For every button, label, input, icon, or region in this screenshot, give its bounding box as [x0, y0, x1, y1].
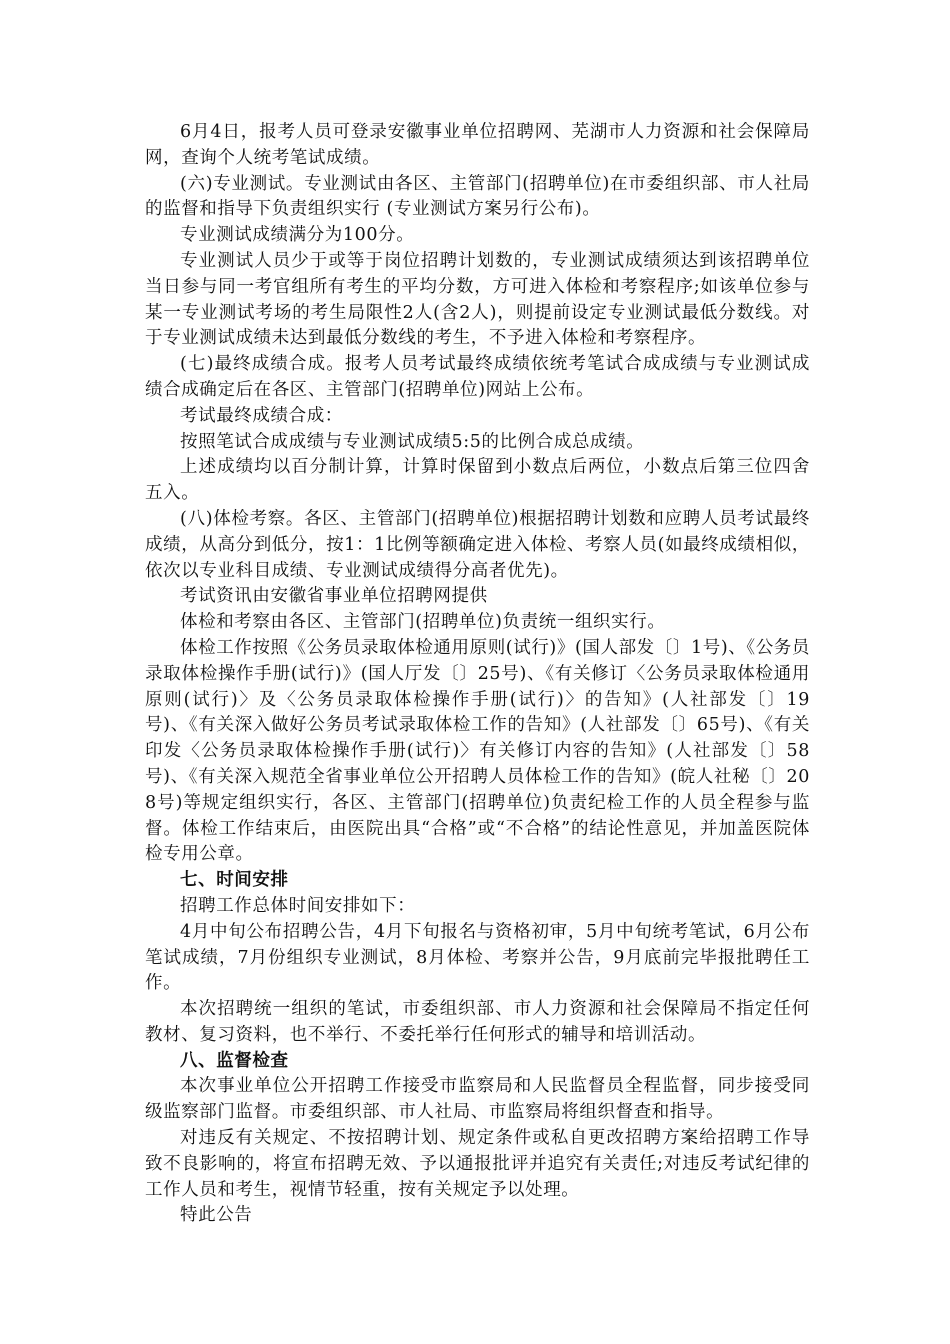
closing-line: 特此公告 — [180, 1205, 253, 1226]
paragraph: 6月4日，报考人员可登录安徽事业单位招聘网、芜湖市人力资源和社会保障局网，查询个人统考笔试成绩。 — [145, 122, 810, 168]
paragraph: 上述成绩均以百分制计算，计算时保留到小数点后两位，小数点后第三位四舍五入。 — [145, 457, 810, 504]
paragraph: 招聘工作总体时间安排如下： — [180, 895, 416, 916]
section-heading: 八、监督检查 — [180, 1050, 289, 1071]
paragraph: 体检工作按照《公务员录取体检通用原则(试行)》(国人部发〔〕1号)、《公务员录取体检操作手册(试行)》(国人厅发〔〕25号)、《有关修订〈公务员录取体检通用原则(试行)〉及〈公务员录取体检操作手册(试行)〉的告知》(人社部发〔〕19号)、《有关深入做好公务员考试录取体检工作的告知》(人社部发〔〕65号)、《有关印发〈公务员录取体检操作手册(试行)〉有关修订内容的告知》(人社部发〔〕58号)、《有关深入规范全省事业单位公开招聘人员体检工作的告知》(皖人社秘〔〕208号)等规定组织实行，各区、主管部门(招聘单位)负责纪检工作的人员全程参与监督。体检工作结束后，由医院出具“合格”或“不合格”的结论性意见，并加盖医院体检专用公章。 — [145, 637, 810, 865]
paragraph: 本次事业单位公开招聘工作接受市监察局和人民监督员全程监督，同步接受同级监察部门监督。市委组织部、市人社局、市监察局将组织督查和指导。 — [145, 1076, 810, 1123]
paragraph: (八)体检考察。各区、主管部门(招聘单位)根据招聘计划数和应聘人员考试最终成绩，从高分到低分，按1：1比例等额确定进入体检、考察人员(如最终成绩相似，依次以专业科目成绩、专业测试成绩得分高者优先)。 — [145, 508, 810, 581]
paragraph: 专业测试人员少于或等于岗位招聘计划数的，专业测试成绩须达到该招聘单位当日参与同一考官组所有考生的平均分数，方可进入体检和考察程序;如该单位参与某一专业测试考场的考生局限性2人(含2人)，则提前设定专业测试最低分数线。对于专业测试成绩未达到最低分数线的考生，不予进入体检和考察程序。 — [145, 250, 810, 349]
paragraph: 考试最终成绩合成： — [180, 405, 343, 426]
paragraph: 按照笔试合成成绩与专业测试成绩5:5的比例合成总成绩。 — [180, 431, 645, 452]
section-heading: 七、时间安排 — [180, 870, 289, 891]
paragraph: 考试资讯由安徽省事业单位招聘网提供 — [180, 586, 488, 607]
paragraph: (六)专业测试。专业测试由各区、主管部门(招聘单位)在市委组织部、市人社局的监督和指导下负责组织实行 (专业测试方案另行公布)。 — [145, 173, 810, 220]
paragraph: 对违反有关规定、不按招聘计划、规定条件或私自更改招聘方案给招聘工作导致不良影响的，将宣布招聘无效、予以通报批评并追究有关责任;对违反考试纪律的工作人员和考生，视情节轻重，按有关规定予以处理。 — [145, 1128, 810, 1200]
document-body — [145, 120, 810, 1229]
paragraph: 专业测试成绩满分为100分。 — [180, 225, 415, 246]
paragraph: 4月中旬公布招聘公告，4月下旬报名与资格初审，5月中旬统考笔试，6月公布笔试成绩，7月份组织专业测试，8月体检、考察并公告，9月底前完毕报批聘任工作。 — [145, 921, 810, 994]
paragraph: (七)最终成绩合成。报考人员考试最终成绩依统考笔试合成成绩与专业测试成绩合成确定后在各区、主管部门(招聘单位)网站上公布。 — [145, 354, 810, 400]
paragraph: 本次招聘统一组织的笔试，市委组织部、市人力资源和社会保障局不指定任何教材、复习资料，也不举行、不委托举行任何形式的辅导和培训活动。 — [145, 999, 810, 1045]
paragraph: 体检和考察由各区、主管部门(招聘单位)负责统一组织实行。 — [180, 612, 666, 633]
